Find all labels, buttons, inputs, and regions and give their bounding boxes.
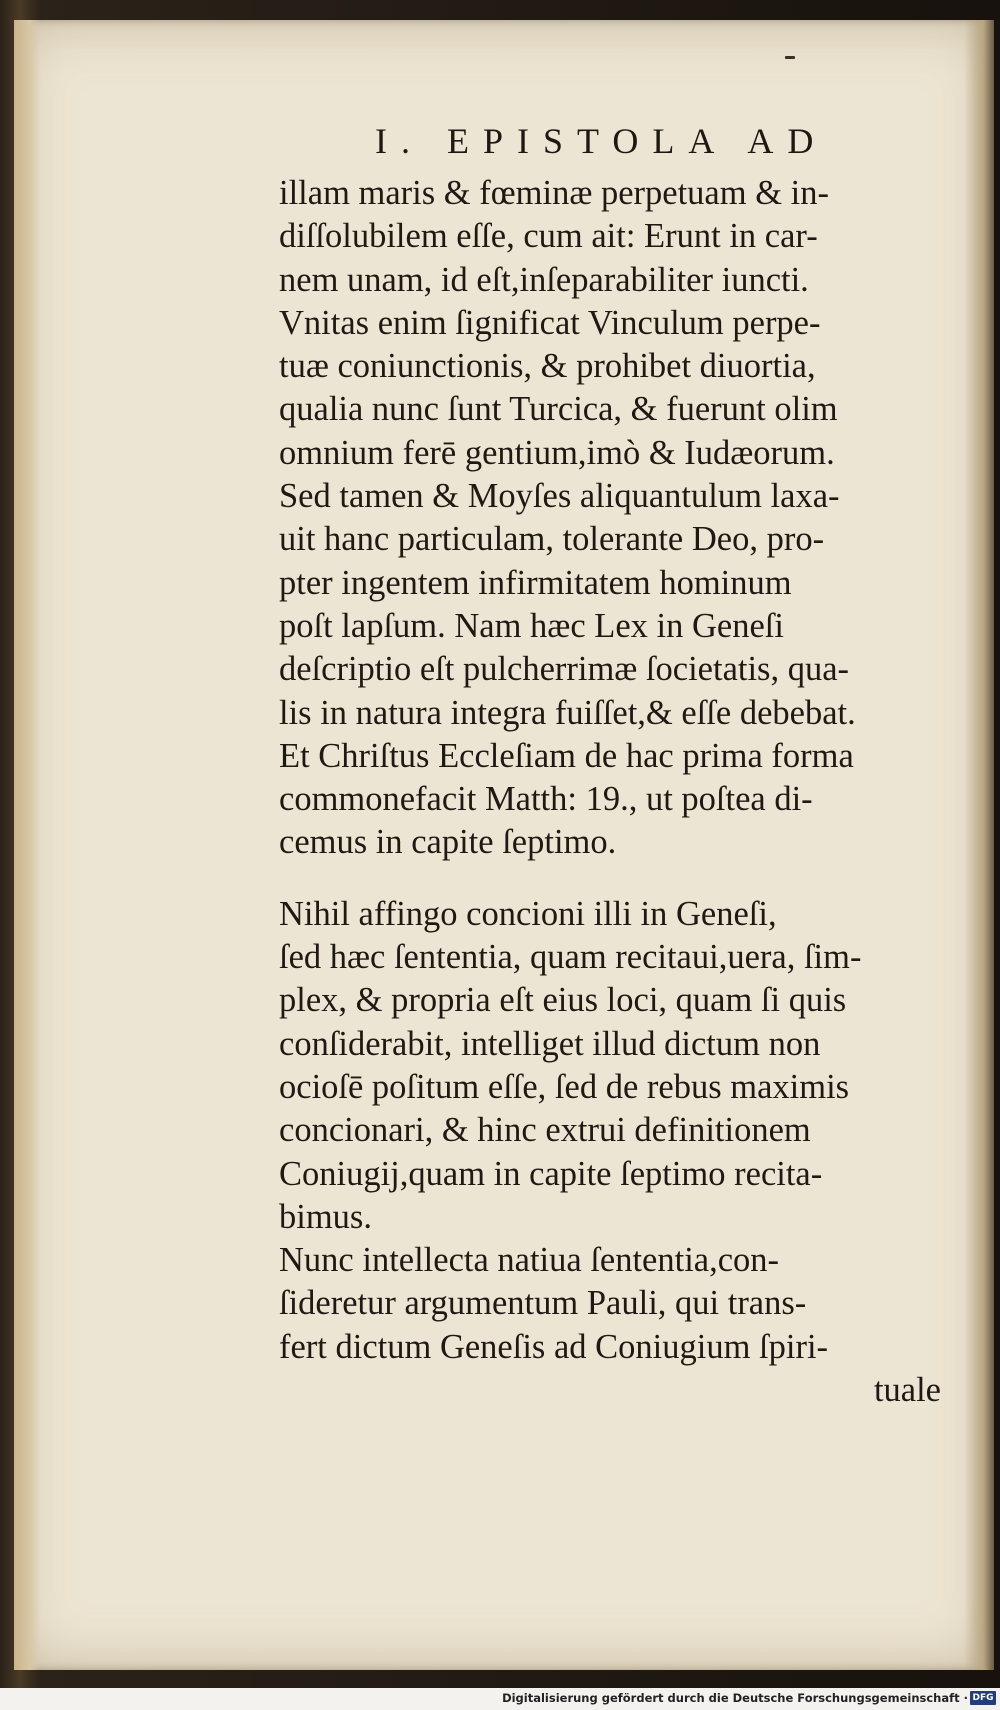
text-line: pter ingentem infirmitatem hominum (279, 563, 792, 602)
page-edge-left (14, 20, 40, 1670)
text-line: ocioſē poſitum eſſe, ſed de rebus maximis (279, 1067, 850, 1106)
paragraph-gap (279, 865, 941, 893)
paragraph-2 (279, 893, 941, 1239)
text-line: Sed tamen & Moyſes aliquantulum laxa- (279, 477, 840, 516)
text-line: illam maris & fœminæ perpetuam & in- (279, 174, 829, 212)
text-line: diſſolubilem eſſe, cum ait: Erunt in car- (279, 217, 818, 256)
text-line: ſideretur argumentum Pauli, qui trans- (279, 1284, 807, 1323)
text-line: uit hanc particulam, tolerante Deo, pro- (279, 520, 825, 559)
text-line: poſt lapſum. Nam hæc Lex in Geneſi (279, 606, 784, 645)
body-text (279, 172, 941, 1412)
text-line: fert dictum Geneſis ad Coniugium ſpiri- (279, 1327, 829, 1366)
dfg-logo-icon: DFG (970, 1691, 996, 1705)
text-line: commonefacit Matth: 19., ut poſtea di- (279, 780, 813, 819)
text-line: concionari, & hinc extrui definitionem (279, 1111, 811, 1150)
text-line: bimus. (279, 1197, 372, 1236)
text-line: lis in natura integra fuiſſet,& eſſe debebat. (279, 693, 856, 732)
text-line: deſcriptio eſt pulcherrimæ ſocietatis, qua- (279, 650, 850, 689)
text-line: Coniugij,quam in capite ſeptimo recita- (279, 1154, 823, 1193)
text-line: qualia nunc ſunt Turcica, & fuerunt olim (279, 390, 838, 429)
text-line: plex, & propria eſt eius loci, quam ſi quis (279, 981, 847, 1020)
text-line: cemus in capite ſeptimo. (279, 823, 617, 862)
digitization-footer (0, 1688, 1000, 1710)
paragraph-1 (279, 172, 941, 865)
funding-credit: Digitalisierung gefördert durch die Deutsche Forschungsgemeinschaft · (502, 1691, 968, 1705)
text-line: Vnitas enim ſignificat Vinculum perpe- (279, 303, 821, 342)
text-line: tuæ coniunctionis, & prohibet diuortia, (279, 347, 816, 386)
text-line: omnium ferē gentium,imò & Iudæorum. (279, 433, 835, 472)
text-line: Nihil affingo concioni illi in Geneſi, (279, 894, 777, 933)
text-line: conſiderabit, intelliget illud dictum non (279, 1024, 821, 1063)
paragraph-3 (279, 1239, 941, 1369)
text-line: Et Chriſtus Eccleſiam de hac prima forma (279, 736, 854, 775)
catchword: tuale (873, 1371, 941, 1410)
ink-speck (785, 56, 795, 59)
running-head: I. EPISTOLA AD (375, 121, 828, 161)
text-line: ſed hæc ſententia, quam recitaui,uera, ſim- (279, 938, 862, 977)
page-edge-right (964, 20, 994, 1670)
text-line: nem unam, id eſt,inſeparabiliter iuncti. (279, 260, 809, 299)
text-line: Nunc intellecta natiua ſententia,con- (279, 1241, 780, 1280)
